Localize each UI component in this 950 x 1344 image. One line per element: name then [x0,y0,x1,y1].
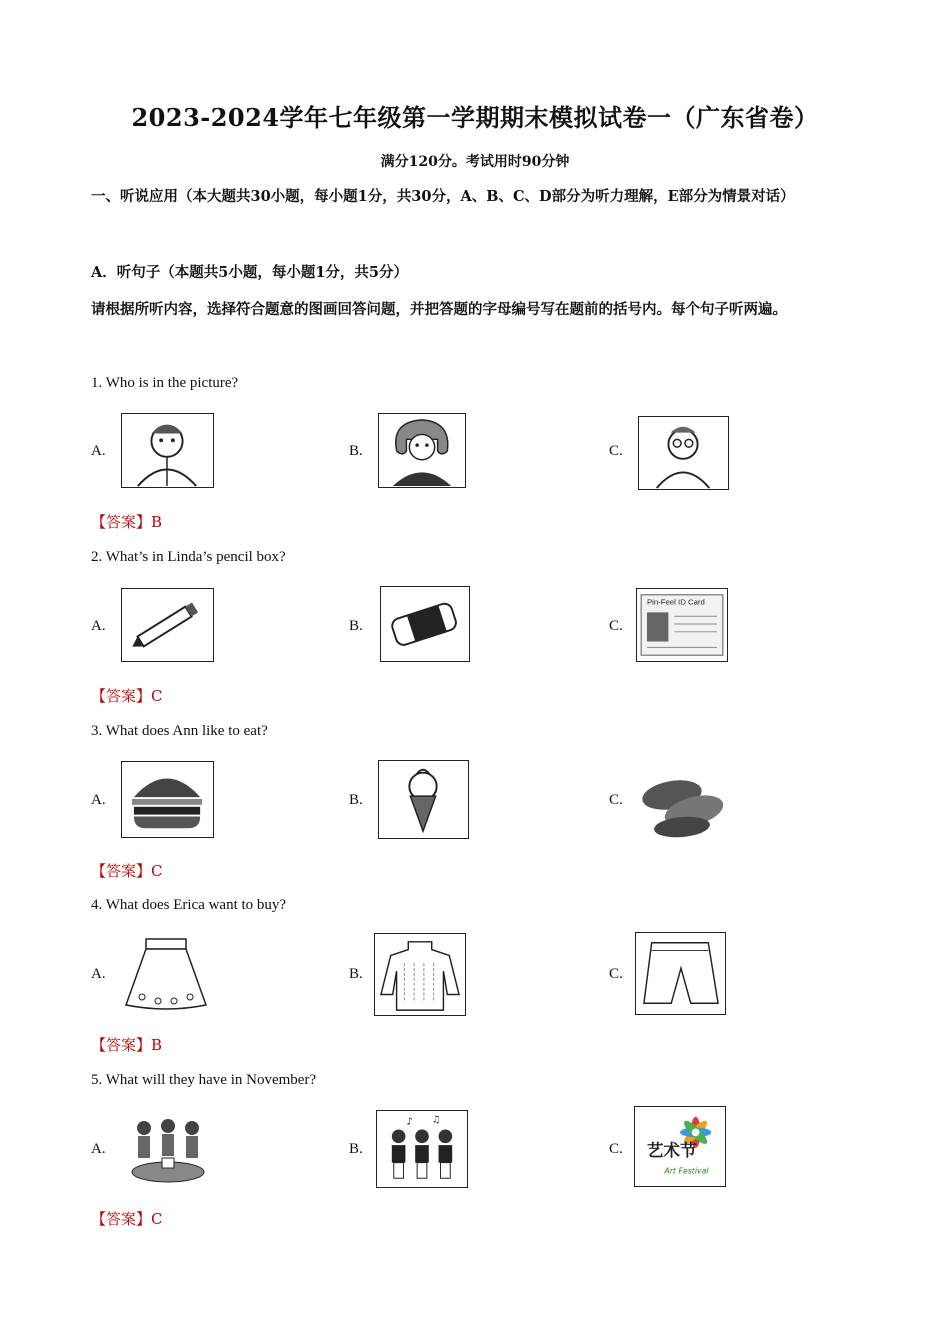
id-card-icon [636,588,728,662]
page-subtitle: 满分120分。考试用时90分钟 [380,154,570,170]
ice-cream-icon [378,760,469,839]
part-a-heading: A．听句子（本题共5小题，每小题1分，共5分） [91,264,409,281]
option-label-b: B. [349,618,363,634]
shorts-icon [635,932,726,1015]
option-label-a: A. [91,443,106,459]
option-label-b: B. [349,792,363,808]
grandma-glasses-icon [638,416,729,490]
option-label-a: A. [91,1141,106,1157]
question-3: 3. What does Ann like to eat? [91,723,268,739]
section-heading: 一、听说应用（本大题共30小题，每小题1分，共30分，A、B、C、D部分为听力理解，E部分为情景对话） [91,188,795,205]
answer-3: 【答案】C [91,862,163,880]
question-1: 1. Who is in the picture? [91,375,239,391]
option-label-b: B. [349,966,363,982]
instruction-text: 请根据所听内容，选择符合题意的图画回答问题，并把答题的字母编号写在题前的括号内。每个句子听两遍。 [91,301,787,318]
art-festival-subtitle: Art Festival [664,1166,709,1176]
question-5: 5. What will they have in November? [91,1072,317,1088]
sweater-icon [374,933,466,1016]
option-label-c: C. [609,1141,623,1157]
option-label-a: A. [91,792,106,808]
birthday-party-icon [124,1110,212,1187]
girl-curly-hair-icon [378,413,466,488]
answer-5: 【答案】C [91,1210,163,1228]
answer-4: 【答案】B [91,1036,163,1054]
pen-icon [121,588,214,662]
option-label-b: B. [349,1141,363,1157]
art-festival-icon [634,1106,726,1187]
answer-1: 【答案】B [91,513,163,531]
svg-text:♫: ♫ [431,1114,441,1126]
eraser-icon [380,586,470,662]
id-card-title: Pin-Feel ID Card [646,597,705,607]
question-2: 2. What’s in Linda’s pencil box? [91,549,286,565]
page-title: 2023-2024学年七年级第一学期期末模拟试卷一（广东省卷） [131,103,819,132]
option-label-c: C. [609,443,623,459]
option-label-c: C. [609,618,623,634]
hamburger-icon [121,761,214,838]
question-4: 4. What does Erica want to buy? [91,897,287,913]
option-label-a: A. [91,966,106,982]
old-man-icon [121,413,214,488]
answer-2: 【答案】C [91,687,163,705]
option-label-c: C. [609,792,623,808]
option-label-b: B. [349,443,363,459]
option-label-a: A. [91,618,106,634]
skirt-icon [118,935,213,1014]
singing-girls-icon [376,1110,468,1188]
option-label-c: C. [609,966,623,982]
carrots-icon [636,761,728,839]
art-festival-title: 艺术节 [646,1140,697,1160]
svg-text:♪: ♪ [406,1116,413,1128]
